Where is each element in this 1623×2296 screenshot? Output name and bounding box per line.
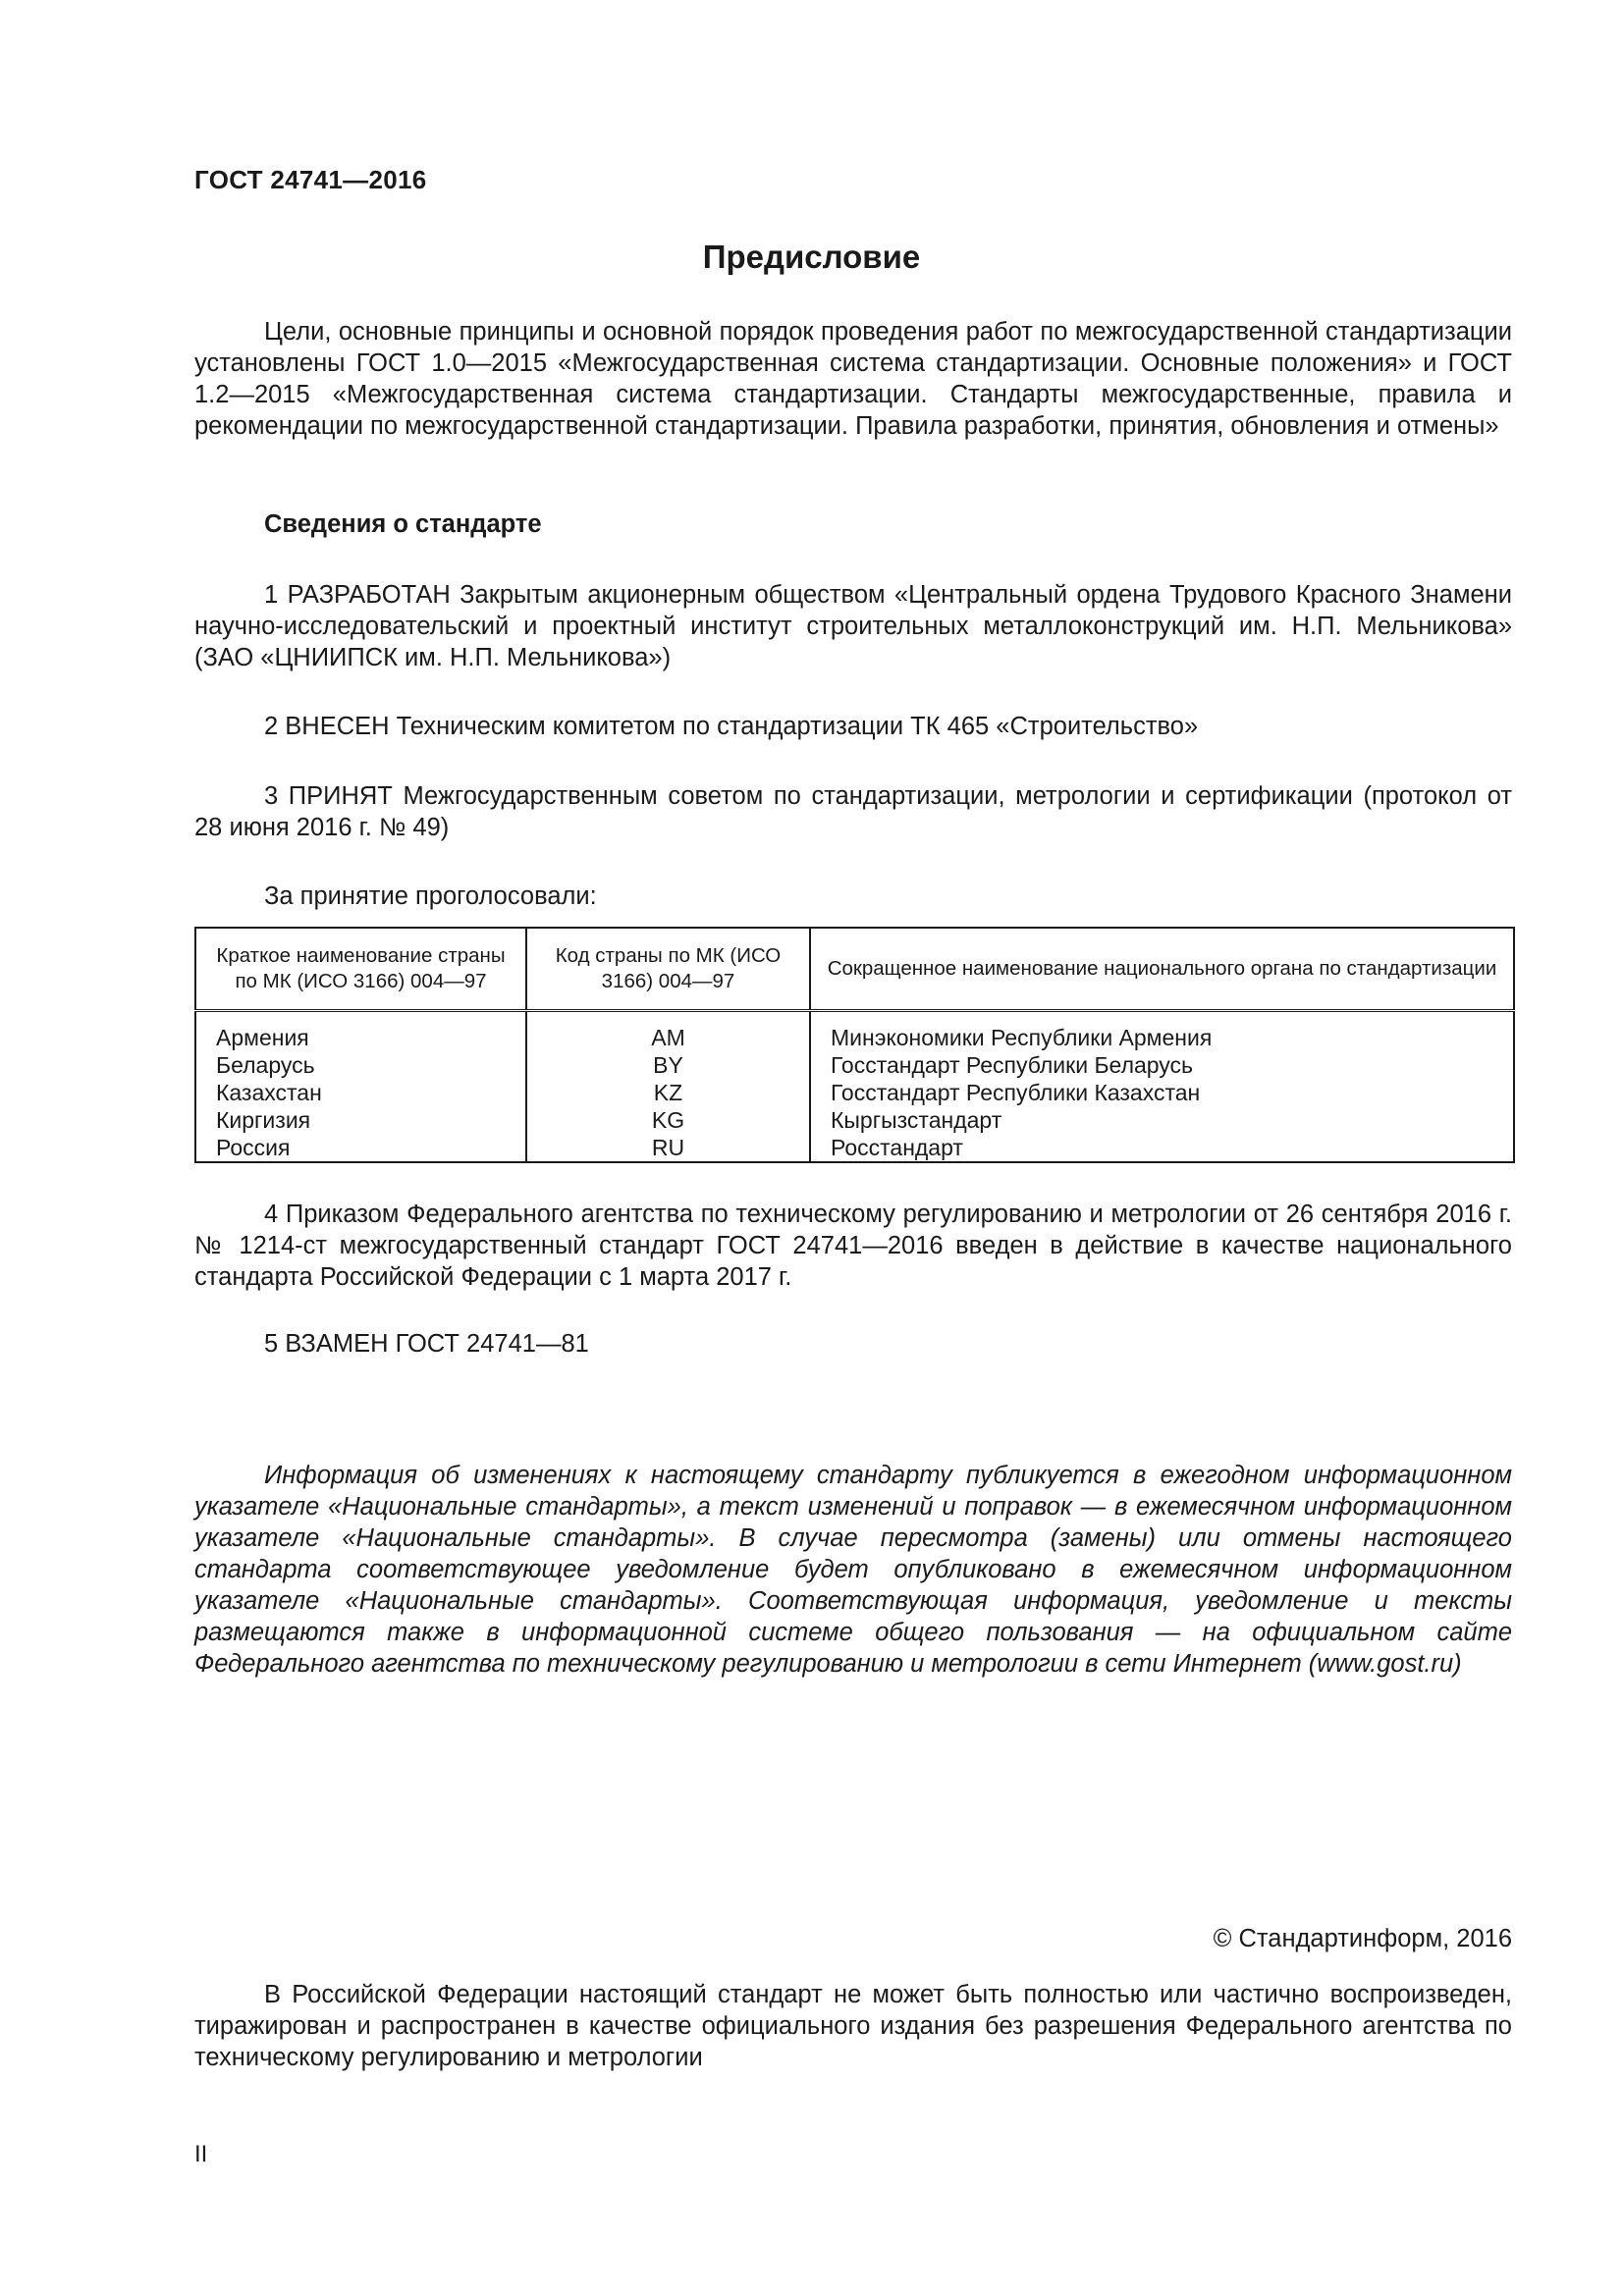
cell-country: Киргизия (195, 1106, 526, 1134)
copyright-notice: © Стандартинформ, 2016 (1213, 1925, 1512, 1952)
table-row (195, 1106, 1514, 1134)
table-row (195, 1011, 1514, 1052)
header-country-code: Код страны по МК (ИСО 3166) 004—97 (526, 928, 810, 1011)
cell-body: Госстандарт Республики Беларусь (810, 1051, 1514, 1079)
header-country-name: Краткое наименование страны по МК (ИСО 3166) 004—97 (195, 928, 526, 1011)
item-enacted: 4 Приказом Федерального агентства по техническому регулированию и метрологии от 26 сентября 2016 г. № 1214-ст межгосударственный стандарт ГОСТ 24741—2016 введен в действие в качестве национального стандарта Российской Федерации с 1 марта 2017 г. (194, 1201, 1512, 1291)
intro-paragraph: Цели, основные принципы и основной порядок проведения работ по межгосударственной стандартизации установлены ГОСТ 1.0—2015 «Межгосударственная система стандартизации. Основные положения» и ГОСТ 1.2—2015 «Межгосударственная система стандартизации. Стандарты межгосударственные, правила и рекомендации по межгосударственной стандартизации. Правила разработки, принятия, обновления и отмены» (194, 318, 1512, 440)
table-row (195, 1134, 1514, 1162)
cell-country: Россия (195, 1134, 526, 1162)
about-standard-heading: Сведения о стандарте (264, 510, 542, 538)
cell-code: AM (526, 1011, 810, 1052)
item-introduced: 2 ВНЕСЕН Техническим комитетом по стандартизации ТК 465 «Строительство» (264, 713, 1199, 740)
item-replaces: 5 ВЗАМЕН ГОСТ 24741—81 (264, 1330, 589, 1358)
cell-code: KG (526, 1106, 810, 1134)
header-standards-body: Сокращенное наименование национального органа по стандартизации (810, 928, 1514, 1011)
voted-label: За принятие проголосовали: (264, 882, 597, 910)
table-row (195, 1079, 1514, 1106)
item-developed: 1 РАЗРАБОТАН Закрытым акционерным обществом «Центральный ордена Трудового Красного Знамени научно-исследовательский и проектный институт строительных металлоконструкций им. Н.П. Мельникова» (ЗАО «ЦНИИПСК им. Н.П. Мельникова») (194, 581, 1512, 671)
page-title: Предисловие (702, 239, 921, 275)
cell-country: Беларусь (195, 1051, 526, 1079)
cell-body: Госстандарт Республики Казахстан (810, 1079, 1514, 1106)
cell-code: BY (526, 1051, 810, 1079)
item-adopted: 3 ПРИНЯТ Межгосударственным советом по стандартизации, метрологии и сертификации (протокол от 28 июня 2016 г. № 49) (194, 782, 1512, 841)
cell-body: Минэкономики Республики Армения (810, 1011, 1514, 1052)
amendments-info-notice: Информация об изменениях к настоящему стандарту публикуется в ежегодном информационном указателе «Национальные стандарты», а текст изменений и поправок — в ежемесячном информационном указателе «Национальные стандарты». В случае пересмотра (замены) или отмены настоящего стандарта соответствующее уведомление будет опубликовано в ежемесячном информационном указателе «Национальные стандарты». Соответствующая информация, уведомление и тексты размещаются также в информационной системе общего пользования — на официальном сайте Федерального агентства по техническому регулированию и метрологии в сети Интернет (www.gost.ru) (194, 1462, 1512, 1678)
cell-country: Армения (195, 1011, 526, 1052)
cell-country: Казахстан (195, 1079, 526, 1106)
document-code: ГОСТ 24741—2016 (194, 165, 427, 194)
cell-code: RU (526, 1134, 810, 1162)
reproduction-notice: В Российской Федерации настоящий стандарт не может быть полностью или частично воспроизведен, тиражирован и распространен в качестве официального издания без разрешения Федерального агентства по техническому регулированию и метрологии (194, 1981, 1512, 2071)
voting-countries-table (194, 927, 1515, 1163)
cell-body: Кыргызстандарт (810, 1106, 1514, 1134)
cell-body: Росстандарт (810, 1134, 1514, 1162)
table-header-row (195, 928, 1514, 1011)
page-number: II (194, 2141, 208, 2167)
table-row (195, 1051, 1514, 1079)
cell-code: KZ (526, 1079, 810, 1106)
